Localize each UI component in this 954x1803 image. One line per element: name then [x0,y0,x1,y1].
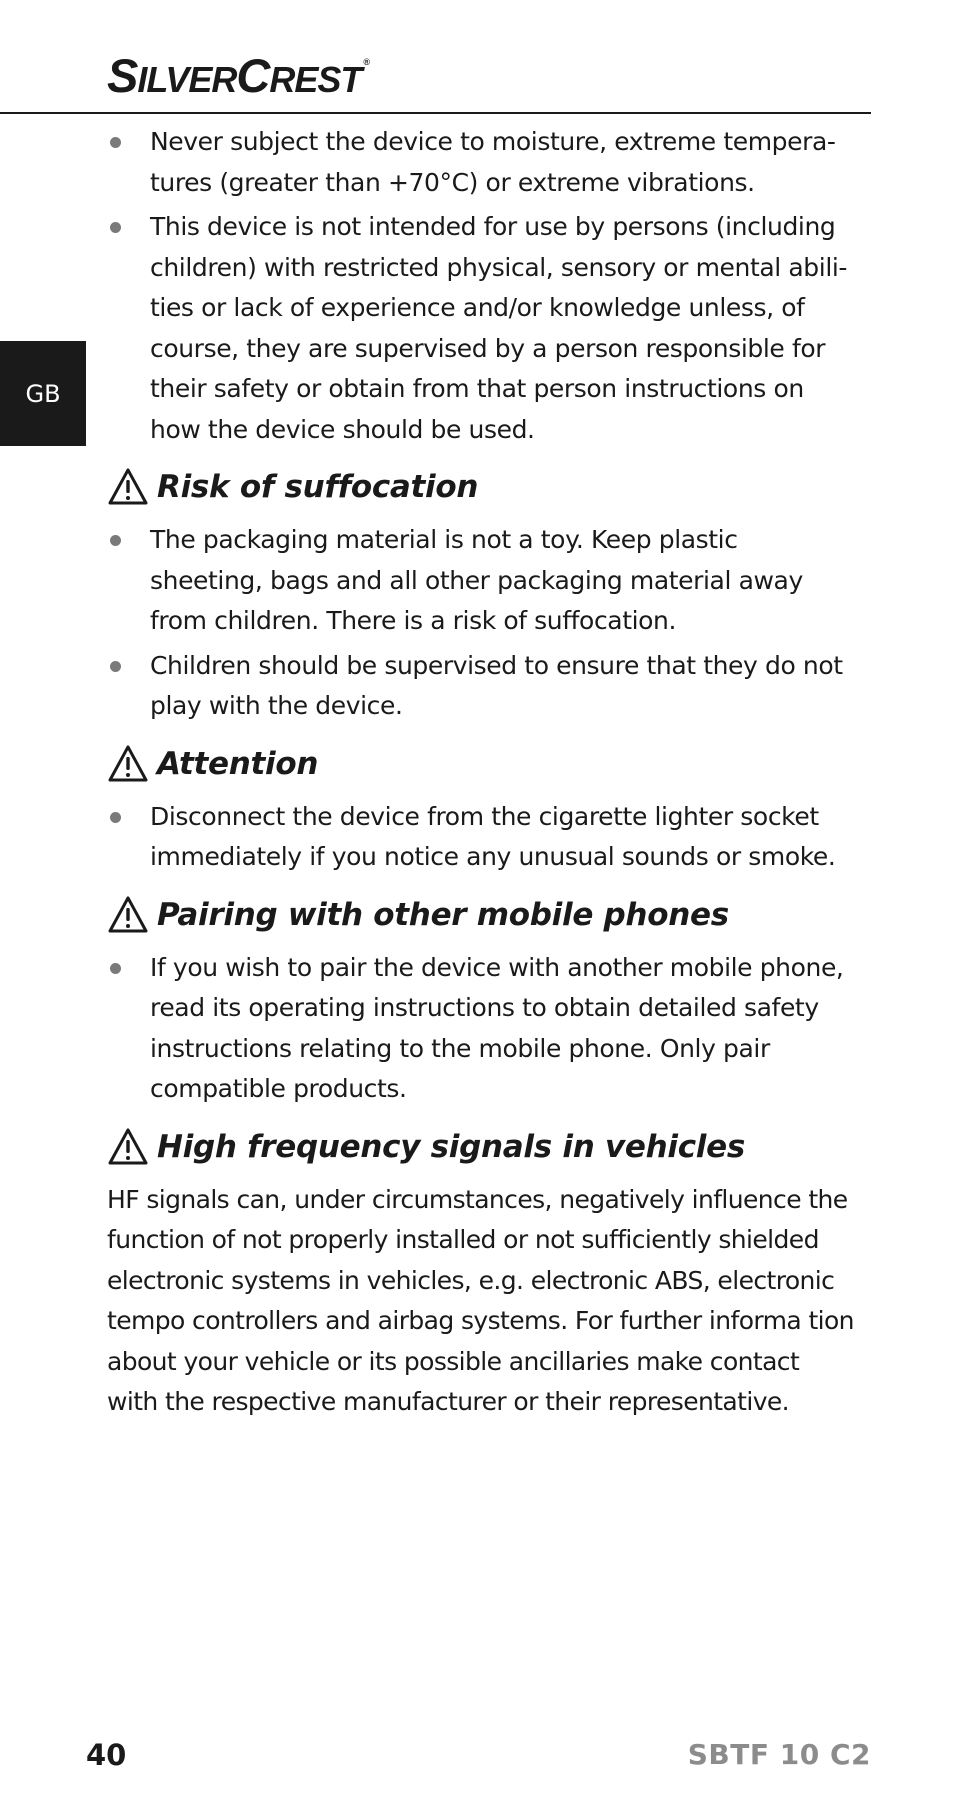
logo-first-cap: S [107,49,138,102]
list-item-text: If you wish to pair the device with another mobile phone, read its operating instructions to obtain detailed safety instructions relating to the mobile phone. Only pair compatible products. [150,952,844,1103]
bullet-dot-icon [110,137,121,148]
bullet-dot-icon [110,661,121,672]
bullet-dot-icon [110,812,121,823]
section-heading-hf [107,1124,857,1170]
list-item [107,122,857,203]
list-item-text: This device is not intended for use by persons (including children) with restricted physical, sensory or mental abilities or lack of experience and/or knowledge unless, of course, they are supervised by a person responsible for their safety or obtain from that person instructions on how the device should be used. [150,212,848,444]
list-item-text: The packaging material is not a toy. Keep plastic sheeting, bags and all other packaging material away from children. There is a risk of suffocation. [150,525,803,635]
list-item [107,207,857,450]
page-number: 40 [86,1738,127,1772]
bullet-dot-icon [110,222,121,233]
list-item-text: Children should be supervised to ensure that they do not play with the device. [150,650,843,720]
warning-triangle-icon [107,895,149,935]
language-tab [0,341,86,446]
warning-triangle-icon [107,744,149,784]
silvercrest-logo [107,49,369,102]
hf-paragraph: HF signals can, under circumstances, negatively influence the function of not properly installed or not sufficiently shielded electronic systems in vehicles, e.g. electronic ABS, electronic tempo controllers and airbag systems. For further informa tion about your vehicle or its possible ancillaries make contact with the respective manufacturer or their representative. [107,1184,854,1416]
logo-first-rest: ILVER [137,59,237,100]
intro-bullet-list [107,122,857,450]
registered-mark: ® [363,57,369,67]
warning-triangle-icon [107,1127,149,1167]
section-title: Attention [157,745,319,782]
list-item-text: Never subject the device to moisture, extreme temperatures (greater than +70°C) or extreme vibrations. [150,127,836,197]
list-item [107,520,857,642]
list-item-text: Disconnect the device from the cigarette lighter socket immediately if you notice any unusual sounds or smoke. [150,801,836,871]
bullet-dot-icon [110,535,121,546]
section-title: Risk of suffocation [157,469,479,505]
section-title: High frequency signals in vehicles [157,1128,745,1165]
warning-triangle-icon [107,467,149,507]
bullet-dot-icon [110,963,121,974]
list-item [107,948,857,1110]
list-item [107,797,857,878]
section-heading-suffocation [107,464,857,510]
logo-second-rest: REST [269,59,362,100]
model-number: SBTF 10 C2 [687,1738,871,1771]
section-title: Pairing with other mobile phones [157,896,729,933]
section-heading-pairing [107,892,857,938]
logo-second-cap: C [236,49,270,102]
section-heading-attention [107,741,857,787]
page-content [107,122,857,1423]
attention-bullet-list [107,797,857,878]
pairing-bullet-list [107,948,857,1110]
page-header [0,0,871,114]
suffocation-bullet-list [107,520,857,727]
list-item [107,646,857,727]
language-tab-label: GB [25,379,61,408]
